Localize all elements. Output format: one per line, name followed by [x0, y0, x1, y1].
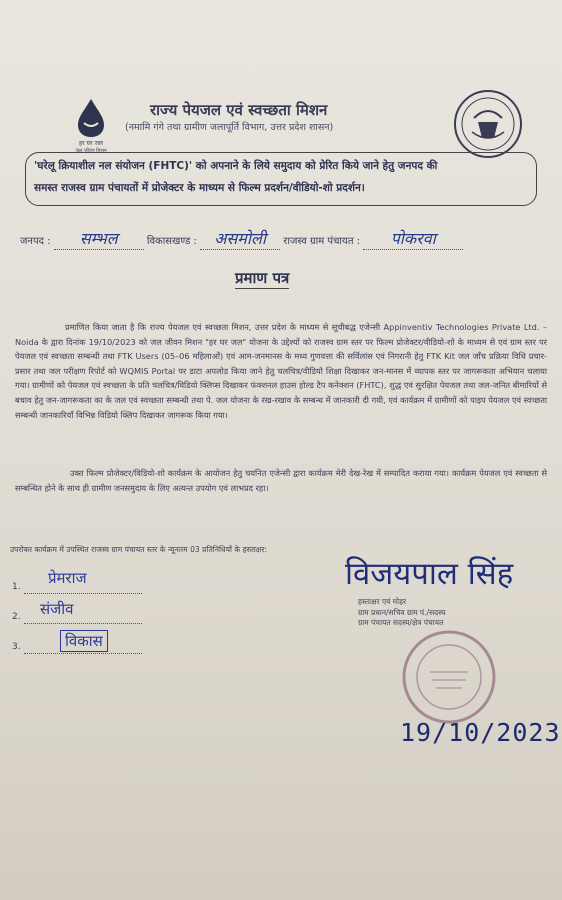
location-fields	[20, 227, 463, 250]
banner-line-1: 'घरेलू क्रियाशील नल संयोजन (FHTC)' को अपनाने के लिये समुदाय को प्रेरित किये जाने हेतु जनपद की	[34, 160, 438, 172]
signatory-1: प्रेमराज	[48, 569, 87, 587]
certificate-paragraph-2: उक्त फिल्म प्रोजेक्टर/विडियो-शो कार्यक्रम के आयोजन हेतु चयनित एजेन्सी द्वारा कार्यक्रम मेरी देख-रेख में सम्पादित कराया गया। कार्यक्रम पेयजल एवं स्वच्छता से सम्बन्धित होने के साथ ही ग्रामीण जनसमुदाय के लिए अत्यन्त उपयोग एवं लाभप्रद रहा।	[15, 468, 547, 493]
logo-caption-1: हर घर जल	[79, 140, 103, 147]
har-ghar-jal-logo	[60, 95, 122, 155]
sig-underline-1	[24, 593, 142, 594]
gram-panchayat-value: पोकरवा	[363, 227, 463, 250]
sig-number-2: 2.	[12, 612, 21, 622]
handwritten-date: 19/10/2023	[400, 718, 561, 747]
up-government-emblem	[452, 88, 524, 160]
sig-underline-2	[24, 623, 142, 624]
program-banner	[25, 152, 537, 206]
certificate-heading: प्रमाण पत्र	[235, 269, 290, 287]
banner-line-2: समस्त राजस्व ग्राम पंचायतों में प्रोजेक्टर के माध्यम से फिल्म प्रदर्शन/वीडियो-शो प्रदर्शन।	[34, 182, 365, 194]
district-value: सम्भल	[54, 227, 144, 250]
signatory-2: संजीव	[40, 600, 74, 618]
certificate-paragraph-1: प्रमाणित किया जाता है कि राज्य पेयजल एवं स्वच्छता मिशन, उत्तर प्रदेश के माध्यम से सूचीबद्ध एजेन्सी Appinventiv Technologies Private Ltd. – Noida के द्वारा दिनांक 19/10/2023 को जल जीवन मिशन "हर घर जल" योजना के उद्देश्यों को राजस्व ग्राम स्तर पर फिल्म प्रोजेक्टर/वीडियो-शो के माध्यम से एवं ग्राम स्तर पर पेयजल एवं स्वच्छता सम्बन्धी तथा FTK Users (05–06 महिलाओं) एवं आम-जनमानस के मध्य गुणवत्ता की सर्विलांस एवं निगरानी हेतु FTK Kit जल जाँच प्रक्रिया विधि प्रचार-प्रसार तथा जल परीक्षण रिपोर्ट को WQMIS Portal पर डाटा अपलोड किया जाने हेतु चलचित्र/वीडियो शिक्षा दिखाकर जन-मानस में व्यापक स्तर पर जागरूकता अभियान चलाया गया। ग्रामीणों को पेयजल एवं स्वच्छता के प्रति चलचित्र/विडियो क्लिप्स दिखाकर फंक्शनल हाउस होल्ड टैप कनेक्शन (FHTC), शुद्ध एवं सुरक्षित पेयजल तथा जल-जनित बीमारियों से बचाव हेतु जन-जागरूकता का के जल एवं स्वच्छता सम्बन्धी तथा पे. जल योजना के रख-रखाव के सम्बन्ध में जानकारी दी गयी, एवं कार्यक्रम में ग्रामीणों को पाइप पेयजल एवं स्वच्छता सम्बन्धी जानकारियाँ विभिन्न विडियो क्लिप दिखाकर जागरूक किया गया।	[15, 322, 547, 420]
signatory-3: विकास	[60, 630, 108, 652]
caption-2: ग्राम प्रधान/सचिव ग्राम पं./सदस्य	[358, 607, 446, 617]
caption-1: हस्ताक्षर एवं मोहर	[358, 597, 407, 606]
logo-caption-2: जल जीवन मिशन	[75, 148, 107, 154]
caption-3: ग्राम पंचायत सदस्य/क्षेत्र पंचायत	[358, 618, 444, 627]
sig-number-1: 1.	[12, 582, 21, 592]
gram-panchayat-label: राजस्व ग्राम पंचायत :	[283, 236, 361, 247]
signature-intro: उपरोक्त कार्यक्रम में उपस्थित राजस्व ग्राम पंचायत स्तर के न्यूनतम 03 प्रतिनिधियों के हस्ताक्षर:	[10, 545, 268, 554]
pradhan-signature: विजयपाल सिंह	[345, 556, 514, 592]
sig-underline-3	[24, 653, 142, 654]
signature-captions	[358, 597, 445, 629]
mission-subtitle: (नमामि गंगे तथा ग्रामीण जलापूर्ति विभाग, उत्तर प्रदेश शासन)	[125, 122, 334, 133]
district-label: जनपद :	[20, 236, 51, 247]
sig-number-3: 3.	[12, 642, 21, 652]
block-value: असमोली	[200, 227, 280, 250]
round-stamp-seal	[400, 628, 498, 726]
mission-title: राज्य पेयजल एवं स्वच्छता मिशन	[150, 101, 328, 119]
block-label: विकासखण्ड :	[146, 236, 197, 247]
